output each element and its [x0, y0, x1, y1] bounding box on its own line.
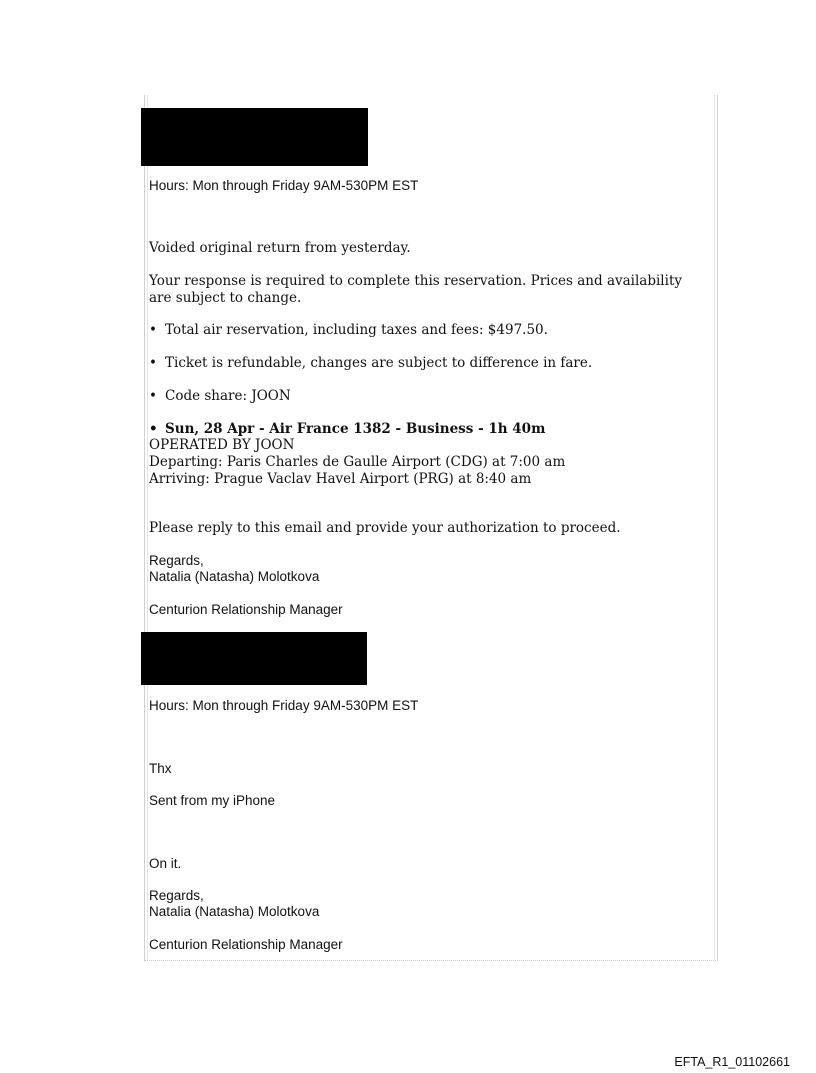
regards-1: Regards,	[149, 553, 204, 568]
sent-from-text: Sent from my iPhone	[149, 793, 276, 808]
flight-arriving: Arriving: Prague Vaclav Havel Airport (PRG) at 8:40 am	[149, 471, 532, 487]
redaction-block-2	[141, 632, 367, 685]
redaction-block-1	[141, 108, 368, 166]
signature-title-2: Centurion Relationship Manager	[149, 937, 343, 952]
reply-request: Please reply to this email and provide your authorization to proceed.	[149, 520, 621, 536]
flight-operated: OPERATED BY JOON	[149, 437, 295, 453]
signature-title-1: Centurion Relationship Manager	[149, 602, 343, 617]
hours-text-1: Hours: Mon through Friday 9AM-530PM EST	[149, 178, 419, 193]
signature-name-1: Natalia (Natasha) Molotkova	[149, 569, 320, 584]
flight-header: Sun, 28 Apr - Air France 1382 - Business - 1h 40m	[165, 421, 546, 437]
bullet-dot: •	[149, 355, 157, 371]
on-it-text: On it.	[149, 856, 182, 871]
response-line-1: Your response is required to complete this reservation. Prices and availability	[149, 273, 682, 289]
bullet-codeshare: Code share: JOON	[165, 388, 291, 404]
hours-text-2: Hours: Mon through Friday 9AM-530PM EST	[149, 698, 419, 713]
regards-2: Regards,	[149, 888, 204, 903]
bullet-dot: •	[149, 322, 157, 338]
response-line-2: are subject to change.	[149, 290, 302, 306]
bullet-refundable: Ticket is refundable, changes are subject to difference in fare.	[165, 355, 593, 371]
thx-text: Thx	[149, 761, 172, 776]
signature-name-2: Natalia (Natasha) Molotkova	[149, 904, 320, 919]
voided-text: Voided original return from yesterday.	[149, 240, 411, 256]
bullet-dot: •	[149, 388, 157, 404]
document-id: EFTA_R1_01102661	[674, 1055, 790, 1069]
bullet-dot: •	[149, 421, 158, 437]
bullet-total: Total air reservation, including taxes and fees: $497.50.	[165, 322, 548, 338]
flight-departing: Departing: Paris Charles de Gaulle Airport (CDG) at 7:00 am	[149, 454, 566, 470]
